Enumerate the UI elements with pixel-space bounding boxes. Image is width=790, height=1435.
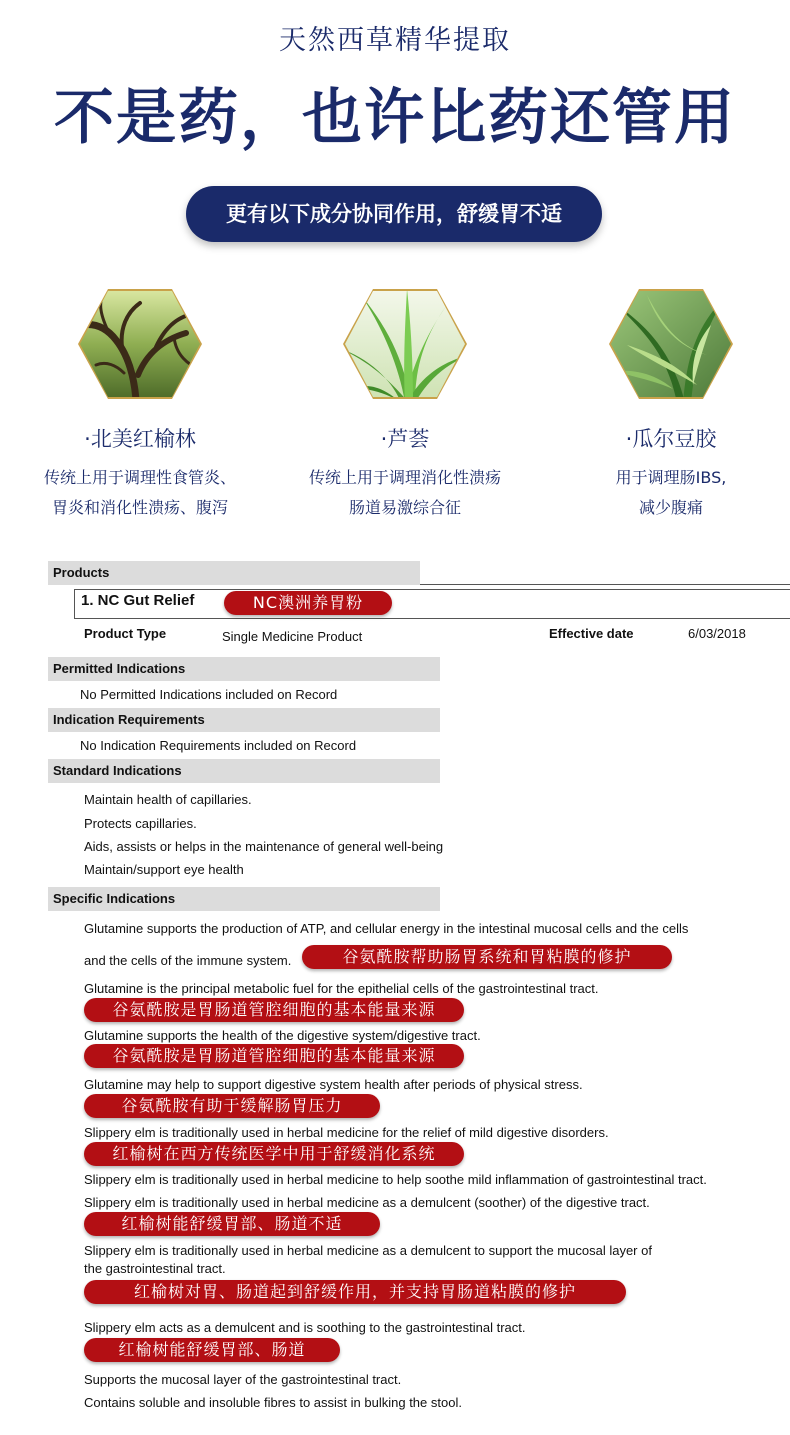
- page-headline: 不是药，也许比药还管用: [54, 83, 736, 153]
- standard-item: Aids, assists or helps in the maintenance of general well-being: [84, 839, 444, 854]
- specific-line: Supports the mucosal layer of the gastrointestinal tract.: [84, 1372, 402, 1387]
- feature-pill: 更有以下成分协同作用，舒缓胃不适: [186, 186, 602, 242]
- cn-note: 谷氨酰胺是胃肠道管腔细胞的基本能量来源: [84, 998, 464, 1022]
- specific-line: Contains soluble and insoluble fibres to assist in bulking the stool.: [84, 1395, 462, 1410]
- standard-header: Standard Indications: [48, 759, 440, 783]
- specific-line: Slippery elm is traditionally used in herbal medicine for the relief of mild digestive disorders.: [84, 1125, 609, 1140]
- cn-note: 红榆树对胃、肠道起到舒缓作用，并支持胃肠道粘膜的修护: [84, 1280, 626, 1304]
- specific-line: Glutamine supports the production of ATP, and cellular energy in the intestinal mucosal cells and the cells: [84, 921, 689, 936]
- effective-date-label: Effective date: [549, 626, 634, 641]
- cn-note: 谷氨酰胺是胃肠道管腔细胞的基本能量来源: [84, 1044, 464, 1068]
- standard-item: Maintain/support eye health: [84, 862, 244, 877]
- requirements-value: No Indication Requirements included on Record: [80, 738, 357, 753]
- herb-name: ·芦荟: [380, 427, 430, 451]
- divider: [420, 584, 790, 585]
- guar-plant-icon: [607, 285, 735, 403]
- herb-name: ·北美红榆林: [84, 427, 196, 451]
- cn-note: 谷氨酰胺有助于缓解肠胃压力: [84, 1094, 380, 1118]
- product-cn-label: NC澳洲养胃粉: [224, 591, 392, 615]
- product-type-value: Single Medicine Product: [222, 629, 363, 644]
- herb-card-aloe: [285, 285, 525, 523]
- requirements-header: Indication Requirements: [48, 708, 440, 732]
- permitted-value: No Permitted Indications included on Record: [80, 687, 338, 702]
- product-type-label: Product Type: [84, 626, 167, 641]
- slippery-elm-tree-icon: [76, 285, 204, 403]
- cn-note: 谷氨酰胺帮助肠胃系统和胃粘膜的修护: [302, 945, 672, 969]
- specific-line: Slippery elm acts as a demulcent and is soothing to the gastrointestinal tract.: [84, 1320, 526, 1335]
- herb-desc: 传统上用于调理消化性溃疡 肠道易激综合征: [308, 468, 501, 517]
- product-name: 1. NC Gut Relief: [81, 592, 195, 609]
- herb-desc: 用于调理肠IBS, 减少腹痛: [615, 468, 727, 517]
- herb-card-guar: [551, 285, 790, 523]
- permitted-header: Permitted Indications: [48, 657, 440, 681]
- specific-line: Slippery elm is traditionally used in herbal medicine to help soothe mild inflammation of gastrointestinal tract.: [84, 1172, 707, 1187]
- specific-line: and the cells of the immune system.: [84, 953, 292, 968]
- aloe-vera-icon: [341, 285, 469, 403]
- cn-note: 红榆树在西方传统医学中用于舒缓消化系统: [84, 1142, 464, 1166]
- effective-date-value: 6/03/2018: [688, 626, 746, 641]
- herb-card-elm: [20, 285, 260, 523]
- specific-line: Slippery elm is traditionally used in herbal medicine as a demulcent to support the mucosal layer of: [84, 1243, 652, 1258]
- specific-line: the gastrointestinal tract.: [84, 1261, 226, 1276]
- specific-line: Glutamine may help to support digestive system health after periods of physical stress.: [84, 1077, 583, 1092]
- cn-note: 红榆树能舒缓胃部、肠道不适: [84, 1212, 380, 1236]
- specific-line: Glutamine is the principal metabolic fuel for the epithelial cells of the gastrointestinal tract.: [84, 981, 599, 996]
- cn-note: 红榆树能舒缓胃部、肠道: [84, 1338, 340, 1362]
- specific-header: Specific Indications: [48, 887, 440, 911]
- standard-item: Protects capillaries.: [84, 816, 197, 831]
- products-header: Products: [48, 561, 420, 585]
- herb-name: ·瓜尔豆胶: [625, 427, 717, 451]
- specific-line: Slippery elm is traditionally used in herbal medicine as a demulcent (soother) of the digestive tract.: [84, 1195, 650, 1210]
- page-subtitle: 天然西草精华提取: [279, 25, 511, 56]
- specific-line: Glutamine supports the health of the digestive system/digestive tract.: [84, 1028, 481, 1043]
- herb-desc: 传统上用于调理性食管炎、 胃炎和消化性溃疡、腹泻: [43, 468, 236, 517]
- standard-item: Maintain health of capillaries.: [84, 792, 252, 807]
